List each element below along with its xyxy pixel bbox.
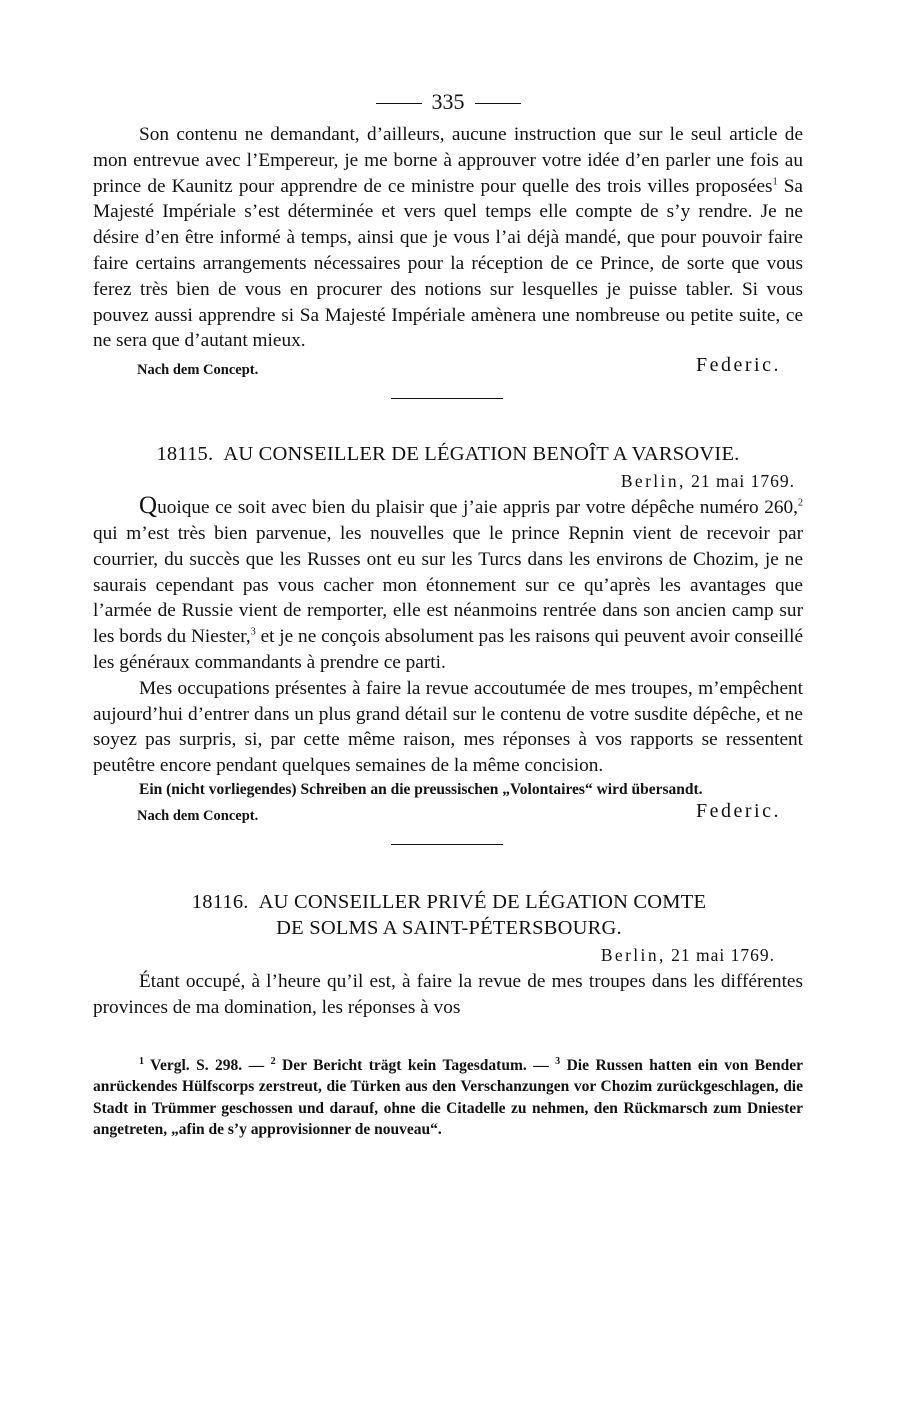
- letter3-title-line2: DE SOLMS A SAINT-PÉTERSBOURG.: [276, 916, 622, 939]
- letter2-dropcap: Q: [139, 492, 158, 520]
- letter1-signature: Federic.: [696, 354, 781, 377]
- footnote-ref-3: 3: [250, 626, 256, 638]
- footnote-ref-1: 1: [772, 176, 778, 188]
- letter2-source: Nach dem Concept.: [137, 807, 259, 824]
- letter3-date: 21 mai 1769.: [671, 944, 775, 965]
- letter2-number: 18115.: [156, 443, 214, 466]
- footnote-mark-3: 3: [555, 1055, 561, 1067]
- document-page: [93, 84, 803, 1141]
- letter2-paragraph-1: [93, 492, 804, 676]
- letter1-paragraph: [93, 122, 803, 354]
- letter2-heading: [93, 441, 803, 467]
- footnote-mark-1: 1: [139, 1055, 144, 1067]
- letter2-date: 21 mai 1769.: [691, 471, 795, 492]
- letter1-source: Nach dem Concept.: [137, 362, 259, 379]
- letter2-dateline: [93, 467, 803, 495]
- letter3-number: 18116.: [191, 890, 249, 913]
- letter2-p1-a: uoique ce soit avec bien du plaisir que j’aie appris par votre dépêche numéro 260,: [157, 497, 798, 519]
- footnote-3: Die Russen hatten ein von Bender anrückendes Hülfscorps zerstreut, die Türken aus den Verschanzungen vor Chozim zurückgeschlagen, die Stadt in Trümmer geschossen und darauf, ohne die Citadelle zu nehmen, den Rückmarsch zum Dniester angetreten, „afin de s’y approvisionner de nouveau“.: [93, 1056, 803, 1139]
- footnote-2: Der Bericht trägt kein Tagesdatum. —: [275, 1056, 556, 1074]
- letter1-signoff: [93, 354, 803, 384]
- page-number: 335: [431, 89, 465, 114]
- header-dash-right: [475, 103, 521, 104]
- footnote-1: Vergl. S. 298. —: [144, 1056, 271, 1074]
- letter2-place: Berlin,: [620, 471, 686, 492]
- section-divider: [391, 844, 503, 845]
- letter3-heading: [129, 889, 769, 941]
- letter2-paragraph-2: Mes occupations présentes à faire la revue accoutumée de mes troupes, m’empêchent aujourd’hui d’entrer dans un plus grand détail sur le contenu de votre susdite dépêche, et ne soyez pas surpris, si, par cette même raison, mes réponses à vos rapports se ressentent peutêtre encore pendant quelques semaines de la même concision.: [93, 677, 803, 777]
- letter2-signoff: [93, 800, 803, 830]
- letter3-place: Berlin,: [600, 944, 666, 965]
- letter3-dateline: [93, 941, 803, 969]
- letter1-text-b: Sa Majesté Impériale s’est déterminée et vers quel temps elle compte de s’y rendre. Je ne désire d’en être informé à temps, ainsi que je vous l’ai déjà mandé, que pour pouvoir faire faire certains arrangements nécessaires pour la réception de ce Prince, de sorte que vous ferez très bien de vous en procurer des notions sur lesquelles je puisse tabler. Si vous pouvez aussi apprendre si Sa Majesté Impériale amènera une nombreuse ou petite suite, ce ne sera que d’autant mieux.: [93, 175, 803, 352]
- letter1-text-a: Son contenu ne demandant, d’ailleurs, aucune instruction que sur le seul article de mon entrevue avec l’Empereur, je me borne à approuver votre idée d’en parler une fois au prince de Kaunitz pour apprendre de ce ministre pour quelle des trois villes proposées: [93, 124, 803, 197]
- page-header: [93, 84, 803, 122]
- letter2-p1-c: et je ne conçois absolument pas les raisons qui peuvent avoir conseillé les généraux commandants à prendre ce parti.: [93, 626, 804, 673]
- footnote-ref-2: 2: [798, 497, 803, 509]
- footnotes: [93, 1055, 803, 1141]
- letter3-paragraph-1: Étant occupé, à l’heure qu’il est, à faire la revue de mes troupes dans les différentes provinces de ma domination, les réponses à vos: [93, 970, 803, 1018]
- letter2-signature: Federic.: [696, 799, 781, 822]
- footnote-mark-2: 2: [270, 1055, 276, 1067]
- letter2-title: AU CONSEILLER DE LÉGATION BENOÎT A VARSOVIE.: [223, 443, 740, 466]
- letter2-p1-b: qui m’est très bien parvenue, les nouvelles que le prince Repnin vient de recevoir par courrier, du succès que les Russes ont eu sur les Turcs dans les environs de Chozim, je ne saurais cependant pas vous cacher mon étonnement sur ce qu’après les avantages que l’armée de Russie vient de remporter, elle est néanmoins rentrée dans son ancien camp sur les bords du Niester,: [93, 522, 803, 648]
- letter3-title-1: AU CONSEILLER PRIVÉ DE LÉGATION COMTE: [258, 890, 707, 913]
- letter3-title-line1: [129, 889, 769, 915]
- letter2-editor-note: Ein (nicht vorliegendes) Schreiben an die preussischen „Volontaires“ wird übersandt.: [139, 780, 703, 798]
- section-divider: [391, 398, 503, 399]
- header-dash-left: [376, 103, 422, 104]
